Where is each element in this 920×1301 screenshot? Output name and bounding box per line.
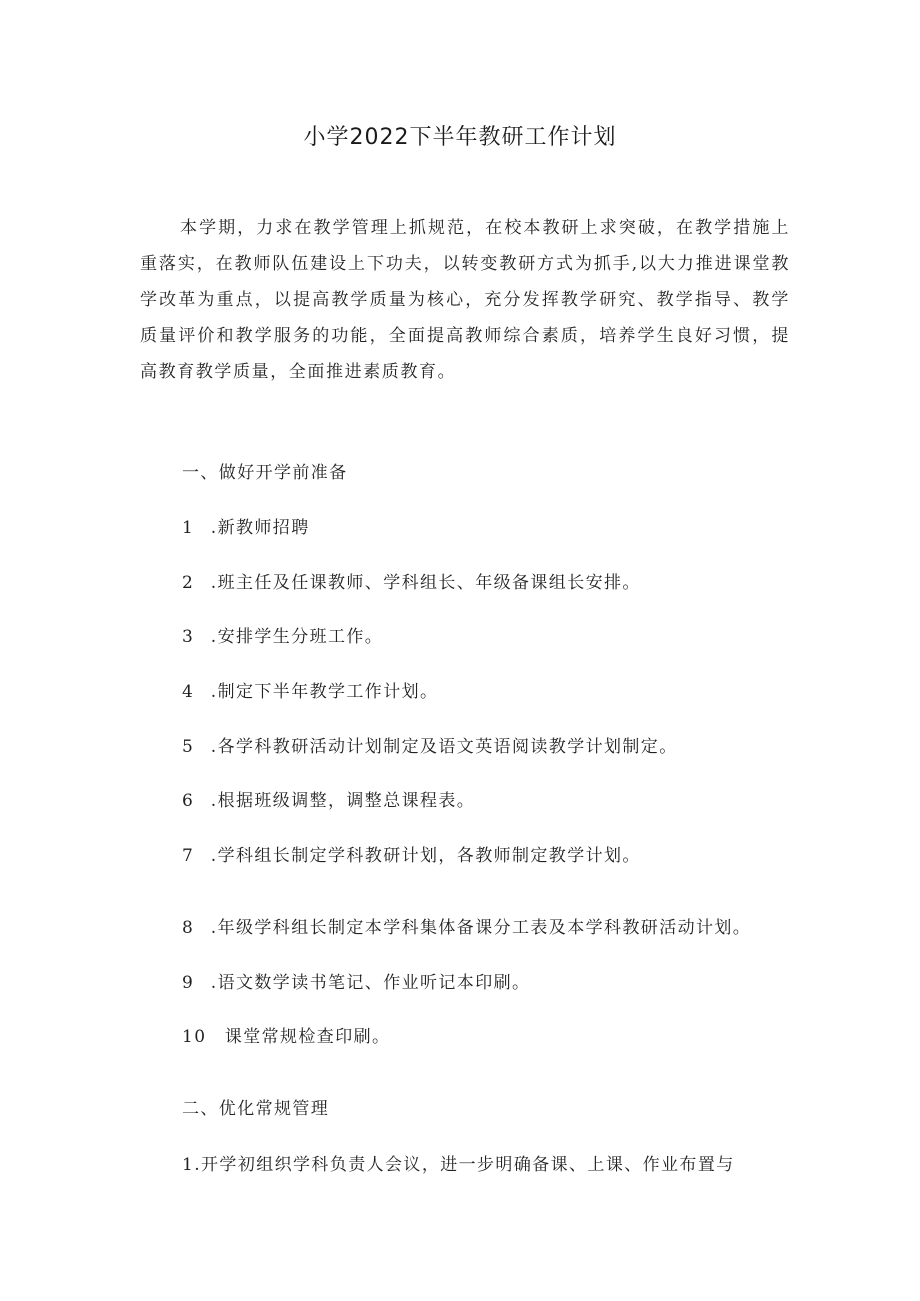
list-item [182, 513, 310, 538]
list-item [182, 568, 641, 593]
list-item [182, 841, 641, 866]
list-item-number: 7 [182, 846, 195, 866]
list-item-text: .各学科教研活动计划制定及语文英语阅读教学计划制定。 [204, 737, 678, 757]
intro-paragraph: 本学期，力求在教学管理上抓规范，在校本教研上求突破，在教学措施上重落实，在教师队伍建设上下功夫，以转变教研方式为抓手,以大力推进课堂教学改革为重点，以提高教学质量为核心，充分发挥教学研究、教学指导、教学质量评价和教学服务的功能，全面提高教师综合素质，培养学生良好习惯，提高教育教学质量，全面推进素质教育。 [140, 218, 790, 382]
list-item [182, 1022, 390, 1047]
list-item-number: 5 [182, 737, 195, 757]
list-item-text: .年级学科组长制定本学科集体备课分工表及本学科教研活动计划。 [204, 918, 752, 938]
list-item-text: .新教师招聘 [204, 518, 310, 538]
list-item-text: .语文数学读书笔记、作业听记本印刷。 [204, 973, 531, 993]
list-item [182, 677, 438, 702]
list-item [182, 913, 751, 938]
list-item-text: 课堂常规检查印刷。 [218, 1027, 391, 1047]
list-item-text: .安排学生分班工作。 [204, 627, 384, 647]
section-1-heading: 一、做好开学前准备 [182, 463, 348, 483]
list-item-number: 6 [182, 791, 195, 811]
list-item [182, 968, 530, 993]
list-item-text: .制定下半年教学工作计划。 [204, 682, 439, 702]
list-item-number: 10 [182, 1027, 207, 1047]
list-item [182, 786, 475, 811]
section-2-paragraph: 1.开学初组织学科负责人会议，进一步明确备课、上课、作业布置与 [182, 1155, 735, 1175]
section-2-heading: 二、优化常规管理 [182, 1099, 330, 1119]
list-item-text: .班主任及任课教师、学科组长、年级备课组长安排。 [204, 573, 641, 593]
list-item-number: 2 [182, 573, 195, 593]
list-item [182, 732, 678, 757]
list-item-number: 8 [182, 918, 195, 938]
list-item-text: .根据班级调整，调整总课程表。 [204, 791, 476, 811]
list-item-number: 9 [182, 973, 195, 993]
list-item-number: 3 [182, 627, 195, 647]
list-item-number: 4 [182, 682, 195, 702]
list-item-text: .学科组长制定学科教研计划，各教师制定教学计划。 [204, 846, 641, 866]
list-item-number: 1 [182, 518, 195, 538]
page-title: 小学2022下半年教研工作计划 [303, 125, 617, 150]
list-item [182, 622, 383, 647]
